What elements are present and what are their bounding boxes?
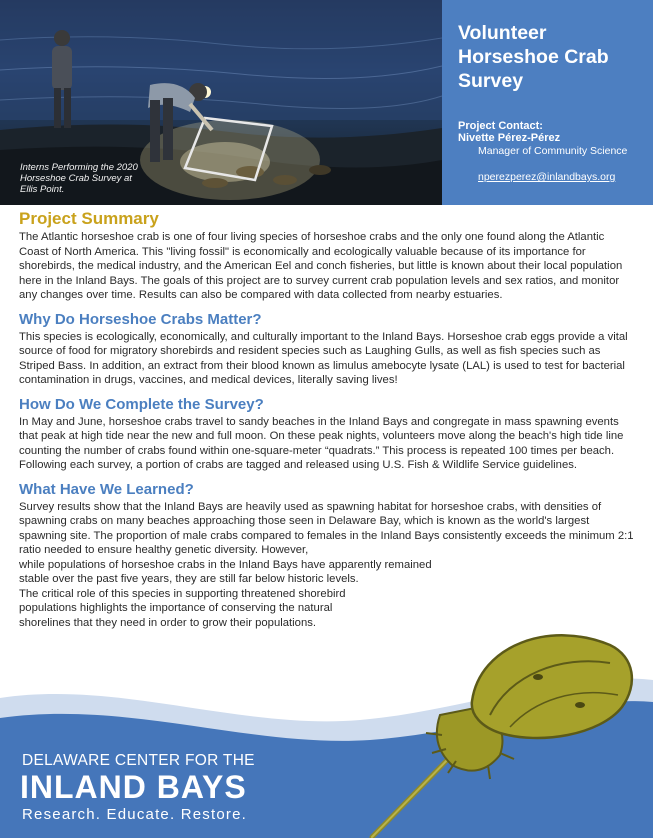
photo-caption: Interns Performing the 2020 Horseshoe Crab Survey at Ellis Point. [20, 162, 138, 195]
learned-line: shorelines that they need in order to grow their populations. [19, 616, 317, 629]
org-name-line1: DELAWARE CENTER FOR THE [22, 752, 255, 769]
horseshoe-crab-icon [360, 615, 640, 838]
org-name-line2: INLAND BAYS [20, 769, 247, 805]
contact-role: Manager of Community Science [478, 145, 628, 157]
org-tagline: Research. Educate. Restore. [22, 806, 247, 823]
how-text: In May and June, horseshoe crabs travel to sandy beaches in the Inland Bays and congregate in mass spawning events that peak at high tide near the new and full moon. On these peak nights, volunteers move along the beach's high tide line counting the number of crabs found within one-square-meter “quadrats.” This process is repeated 100 times per beach. Following each survey, a portion of crabs are tagged and released using U.S. Fish & Wildlife Service guidelines. [19, 415, 624, 471]
contact-name: Nivette Pérez-Pérez [458, 132, 561, 144]
how-heading: How Do We Complete the Survey? [19, 395, 264, 413]
project-summary-heading: Project Summary [19, 209, 159, 228]
header-panel [442, 0, 653, 205]
why-heading: Why Do Horseshoe Crabs Matter? [19, 310, 262, 328]
header-photo [0, 0, 442, 205]
document-title: Volunteer Horseshoe Crab Survey [458, 22, 609, 92]
main-content [19, 208, 635, 630]
contact-email-link[interactable]: nperezperez@inlandbays.org [478, 171, 616, 183]
why-text: This species is ecologically, economically, and culturally important to the Inland Bays. Horseshoe crab eggs provide a vital source of food for migratory shorebirds and resident species such as Laughing Gulls, as well as fish species such as Striped Bass. In addition, an extract from their blood known as limulus amebocyte lysate (LAL) is used to test for bacterial contamination in drugs, vaccines, and medical devices, literally saving lives! [19, 330, 628, 386]
learned-heading: What Have We Learned? [19, 480, 194, 498]
project-summary-text: The Atlantic horseshoe crab is one of four living species of horseshoe crabs and the only one found along the Atlantic Coast of North America. This "living fossil" is economically and ecologically valuable because of its importance for shorebirds, the medical industry, and the American Eel and conch fisheries, but little is known about their local population here in the Inland Bays. The goals of this project are to survey current crab population levels and sex ratios, and monitor any changes over time. Results can also be compared with data collected from nearby estuaries. [19, 231, 623, 301]
learned-line: stable over the past five years, they are still far below historic levels. [19, 573, 359, 585]
learned-text: Survey results show that the Inland Bays are heavily used as spawning habitat for horseshoe crabs, with densities of spawning crabs on many beaches approaching those seen in Delaware Bay, which is known as the world's largest spawning site. The proportion of male crabs compared to females in the Inland Bays consistently exceeds the minimum 2:1 ratio needed to ensure healthy genetic diversity. However, [19, 500, 634, 556]
learned-line: while populations of horseshoe crabs in the Inland Bays have apparently remained [19, 558, 432, 571]
learned-line: The critical role of this species in supporting threatened shorebird [19, 587, 346, 600]
learned-line: populations highlights the importance of conserving the natural [19, 602, 333, 614]
contact-label: Project Contact: [458, 120, 543, 132]
